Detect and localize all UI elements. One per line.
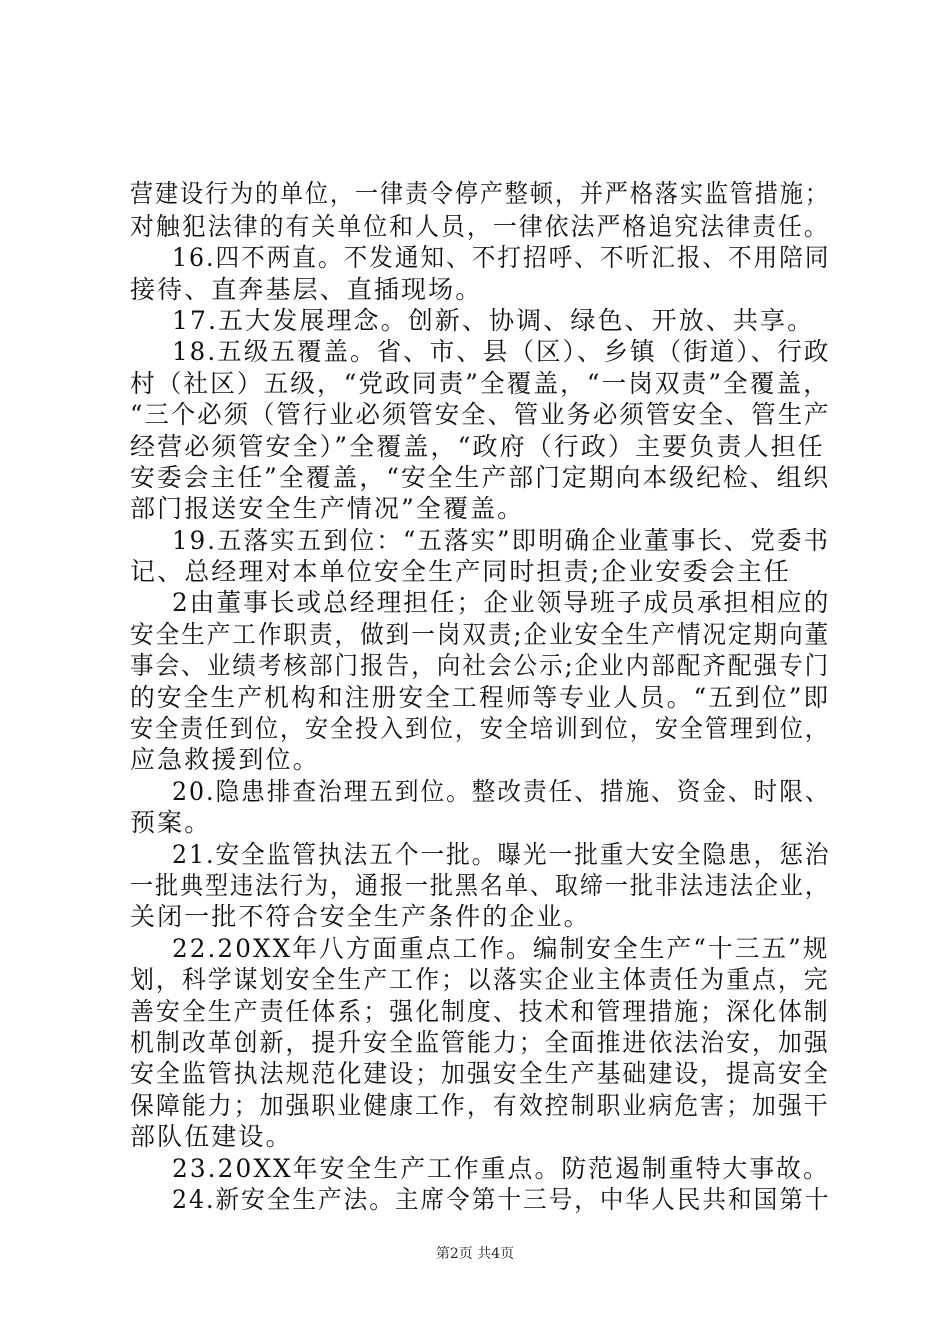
text-line: 的安全生产机构和注册安全工程师等专业人员。“五到位”即 — [130, 683, 831, 712]
text-line: 预案。 — [130, 808, 212, 837]
text-line: 安委会主任”全覆盖，“安全生产部门定期向本级纪检、组织 — [130, 463, 831, 492]
text-line: 一批典型违法行为，通报一批黑名单、取缔一批非法违法企业， — [130, 871, 830, 900]
text-line: 2由董事长或总经理担任；企业领导班子成员承担相应的 — [172, 588, 831, 617]
text-line: 经营必须管安全）”全覆盖，“政府（行政）主要负责人担任 — [130, 432, 825, 461]
text-line: “三个必须（管行业必须管安全、管业务必须管安全、管生产 — [130, 400, 831, 429]
text-line: 部门报送安全生产情况”全覆盖。 — [130, 494, 525, 523]
text-line: 17.五大发展理念。创新、协调、绿色、开放、共享。 — [172, 306, 815, 335]
text-line: 19.五落实五到位：“五落实”即明确企业董事长、党委书 — [172, 526, 831, 555]
page-number-footer: 第2页 共4页 — [435, 1246, 515, 1262]
text-line: 安全监管执法规范化建设；加强安全生产基础建设，提高安全 — [130, 1059, 830, 1088]
text-line: 24.新安全生产法。主席令第十三号，中华人民共和国第十 — [172, 1185, 831, 1214]
text-line: 记、总经理对本单位安全生产同时担责;企业安委会主任 — [130, 557, 791, 586]
text-line: 保障能力；加强职业健康工作，有效控制职业病危害；加强干 — [130, 1091, 830, 1120]
text-line: 应急救援到位。 — [130, 745, 320, 774]
text-line: 16.四不两直。不发通知、不打招呼、不听汇报、不用陪同 — [172, 243, 831, 272]
text-line: 善安全生产责任体系；强化制度、技术和管理措施；深化体制 — [130, 997, 830, 1026]
text-line: 划，科学谋划安全生产工作；以落实企业主体责任为重点，完 — [130, 965, 830, 994]
text-line: 机制改革创新，提升安全监管能力；全面推进依法治安，加强 — [130, 1028, 830, 1057]
text-line: 22.20XX年八方面重点工作。编制安全生产“十三五”规 — [172, 934, 830, 963]
text-line: 23.20XX年安全生产工作重点。防范遏制重特大事故。 — [172, 1154, 830, 1183]
text-line: 事会、业绩考核部门报告，向社会公示;企业内部配齐配强专门 — [130, 651, 831, 680]
text-line: 18.五级五覆盖。省、市、县（区）、乡镇（街道）、行政 — [172, 337, 831, 366]
text-line: 营建设行为的单位，一律责令停产整顿，并严格落实监管措施； — [130, 179, 830, 208]
text-line: 20.隐患排查治理五到位。整改责任、措施、资金、时限、 — [172, 777, 831, 806]
text-line: 接待、直奔基层、直插现场。 — [130, 275, 483, 304]
text-line: 关闭一批不符合安全生产条件的企业。 — [130, 902, 591, 931]
text-line: 21.安全监管执法五个一批。曝光一批重大安全隐患，惩治 — [172, 840, 831, 869]
text-line: 部队伍建设。 — [130, 1122, 293, 1151]
text-line: 对触犯法律的有关单位和人员，一律依法严格追究法律责任。 — [130, 212, 830, 241]
text-line: 安全责任到位，安全投入到位，安全培训到位，安全管理到位， — [130, 714, 830, 743]
text-line: 安全生产工作职责，做到一岗双责;企业安全生产情况定期向董 — [130, 620, 831, 649]
text-line: 村（社区）五级，“党政同责”全覆盖，“一岗双责”全覆盖， — [130, 369, 830, 398]
